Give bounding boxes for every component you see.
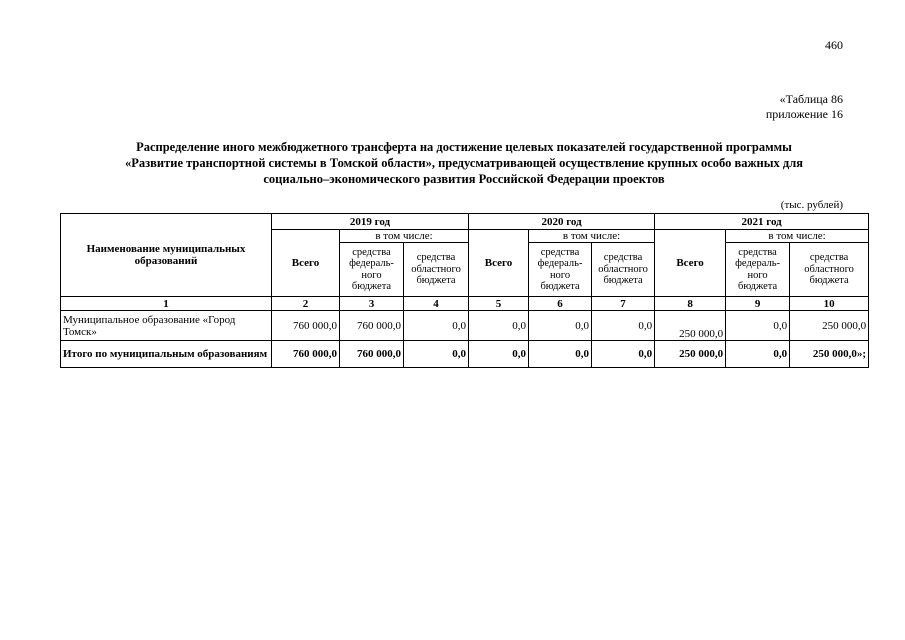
table-cell: 760 000,0	[340, 311, 404, 341]
table-cell: 0,0	[726, 311, 790, 341]
column-number: 10	[790, 297, 869, 311]
column-numbers-row	[61, 297, 869, 311]
table-cell: 0,0	[529, 311, 592, 341]
total-row-label: Итого по муниципальным образованиям	[61, 341, 272, 368]
table-cell: 760 000,0	[272, 311, 340, 341]
column-number: 1	[61, 297, 272, 311]
column-number: 3	[340, 297, 404, 311]
total-cell: 250 000,0	[655, 341, 726, 368]
total-cell: 0,0	[592, 341, 655, 368]
in-total-2021: в том числе:	[726, 230, 869, 243]
table-cell: 250 000,0	[655, 311, 726, 341]
table-reference-line2: приложение 16	[765, 107, 843, 121]
year-2019-header: 2019 год	[272, 214, 469, 230]
column-number: 6	[529, 297, 592, 311]
transfer-table	[60, 213, 869, 368]
table-reference-line1: «Таблица 86	[779, 92, 843, 106]
in-total-2020: в том числе:	[529, 230, 655, 243]
regional-2019-header: средства областного бюджета	[404, 243, 469, 297]
year-2021-header: 2021 год	[655, 214, 869, 230]
federal-2020-header: средства федераль-ного бюджета	[529, 243, 592, 297]
table-cell: 0,0	[469, 311, 529, 341]
total-row	[61, 341, 869, 368]
total-cell: 0,0	[529, 341, 592, 368]
total-2020-header: Всего	[469, 230, 529, 297]
table-cell: 0,0	[592, 311, 655, 341]
total-2021-header: Всего	[655, 230, 726, 297]
page-number: 460	[825, 38, 843, 52]
title-line1: Распределение иного межбюджетного трансферта на достижение целевых показателей государственной программы	[136, 140, 792, 154]
header-row-years	[61, 214, 869, 230]
column-number: 5	[469, 297, 529, 311]
table-row	[61, 311, 869, 341]
column-number: 2	[272, 297, 340, 311]
regional-2020-header: средства областного бюджета	[592, 243, 655, 297]
column-number: 8	[655, 297, 726, 311]
total-cell: 760 000,0	[272, 341, 340, 368]
federal-2019-header: средства федераль-ного бюджета	[340, 243, 404, 297]
year-2020-header: 2020 год	[469, 214, 655, 230]
federal-2021-header: средства федераль-ного бюджета	[726, 243, 790, 297]
total-cell: 250 000,0»;	[790, 341, 869, 368]
regional-2021-header: средства областного бюджета	[790, 243, 869, 297]
document-title	[60, 139, 868, 187]
table-cell: 0,0	[404, 311, 469, 341]
total-cell: 0,0	[404, 341, 469, 368]
total-cell: 0,0	[469, 341, 529, 368]
column-number: 4	[404, 297, 469, 311]
municipality-header: Наименование муниципальных образований	[61, 214, 272, 297]
total-cell: 760 000,0	[340, 341, 404, 368]
units-label: (тыс. рублей)	[780, 199, 843, 211]
in-total-2019: в том числе:	[340, 230, 469, 243]
title-line3: социально–экономического развития Российской Федерации проектов	[263, 172, 665, 186]
total-cell: 0,0	[726, 341, 790, 368]
title-line2: «Развитие транспортной системы в Томской области», предусматривающей осуществление крупных особо важных для	[125, 156, 803, 170]
table-reference	[766, 92, 843, 122]
column-number: 7	[592, 297, 655, 311]
table-cell: 250 000,0	[790, 311, 869, 341]
total-2019-header: Всего	[272, 230, 340, 297]
municipality-name: Муниципальное образование «Город Томск»	[61, 311, 272, 341]
column-number: 9	[726, 297, 790, 311]
